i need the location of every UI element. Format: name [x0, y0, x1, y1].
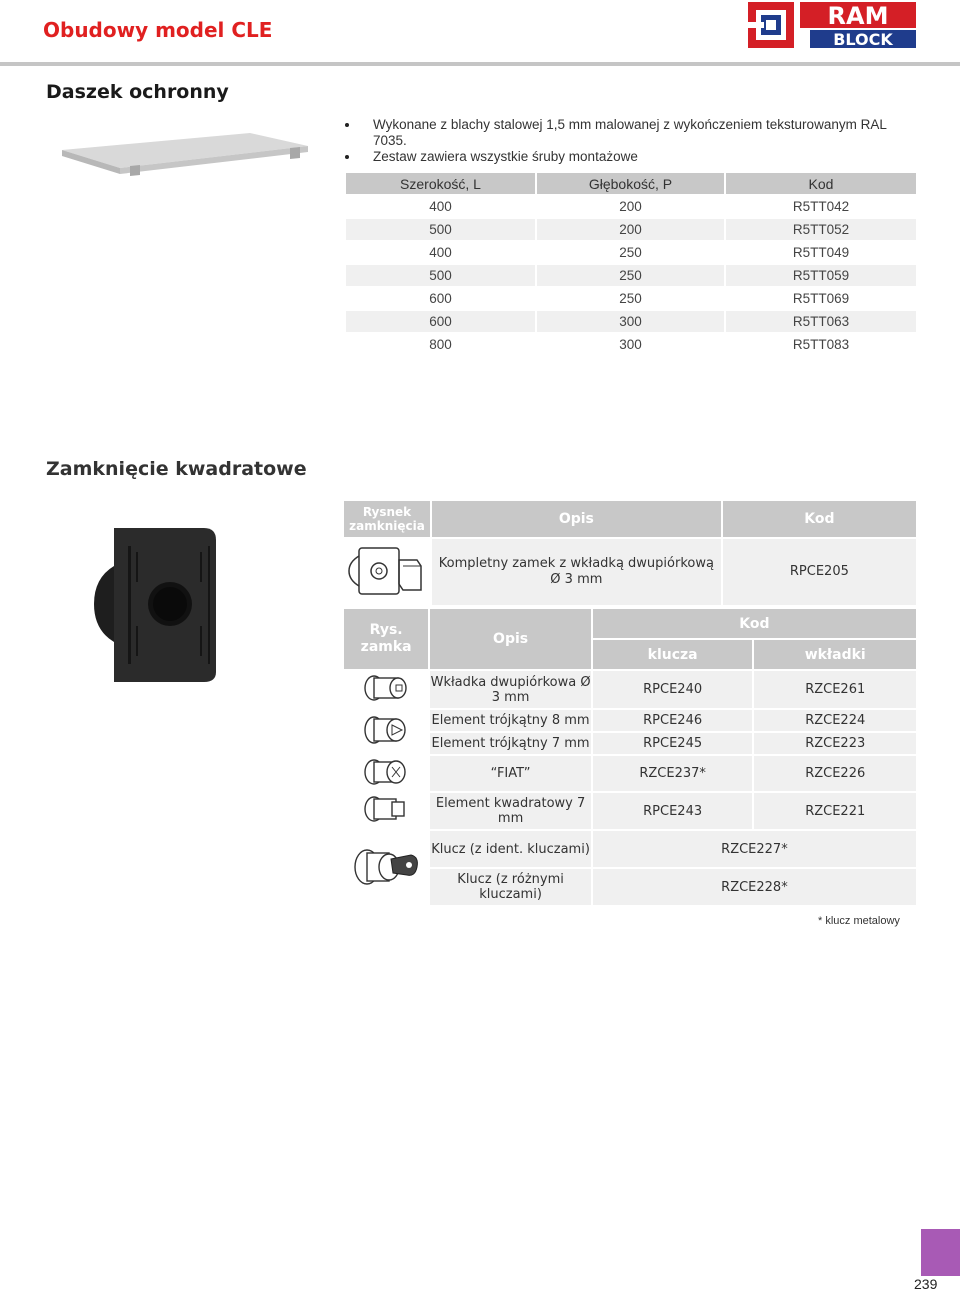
table-row [344, 539, 916, 605]
col-header-figure: Rys. zamka [344, 609, 428, 669]
key-insert-icon [351, 841, 421, 891]
insert-description: “FIAT” [430, 756, 591, 791]
table-row [344, 710, 916, 731]
table-row: 500 200 R5TT052 [346, 219, 916, 240]
triangle-insert-icon [362, 713, 410, 747]
col-header-width: Szerokość, L [346, 173, 535, 194]
col-header-code: Kod [723, 501, 916, 537]
col-header-depth: Głębokość, P [537, 173, 724, 194]
svg-text:BLOCK: BLOCK [833, 30, 893, 49]
table-row: 400 250 R5TT049 [346, 242, 916, 263]
key-code: RPCE246 [593, 710, 753, 731]
page-header-title: Obudowy model CLE [43, 18, 273, 42]
insert-code: RZCE226 [754, 756, 916, 791]
col-header-desc: Opis [430, 609, 591, 669]
insert-code: RZCE261 [754, 671, 916, 708]
insert-icon-cell [344, 831, 428, 905]
insert-description: Wkładka dwupiórkowa Ø 3 mm [430, 671, 591, 708]
ram-block-logo [748, 2, 916, 50]
table-row [344, 869, 916, 905]
key-code: RZCE237* [593, 756, 753, 791]
section-title-daszek: Daszek ochronny [46, 81, 229, 103]
section-title-zamkniecie: Zamknięcie kwadratowe [46, 458, 307, 480]
lock-description: Kompletny zamek z wkładką dwupiórkową Ø 3 mm [432, 539, 721, 605]
roof-table [344, 171, 918, 357]
lock-code: RPCE205 [723, 539, 916, 605]
square-insert-icon [362, 794, 410, 824]
col-header-figure: Rysnek zamknięcia [344, 501, 430, 537]
insert-description: Element trójkątny 8 mm [430, 710, 591, 731]
insert-description: Element trójkątny 7 mm [430, 733, 591, 754]
protective-roof-illustration [60, 128, 310, 178]
feature-bullet: Wykonane z blachy stalowej 1,5 mm malowanej z wykończeniem teksturowanym RAL 7035. [345, 117, 915, 149]
feature-bullet: Zestaw zawiera wszystkie śruby montażowe [345, 149, 915, 165]
insert-icon-cell [344, 756, 428, 791]
fiat-insert-icon [362, 757, 410, 787]
header-divider [0, 62, 960, 66]
insert-code: RZCE223 [754, 733, 916, 754]
features-list [345, 117, 915, 165]
table-row [344, 793, 916, 829]
table-row: 600 250 R5TT069 [346, 288, 916, 309]
insert-description: Klucz (z ident. kluczami) [430, 831, 591, 867]
double-bit-insert-icon [362, 673, 410, 703]
table-row: 600 300 R5TT063 [346, 311, 916, 332]
key-code: RPCE245 [593, 733, 753, 754]
merged-code: RZCE228* [593, 869, 916, 905]
table-row: 800 300 R5TT083 [346, 334, 916, 355]
table-row [344, 671, 916, 708]
table-row [344, 831, 916, 867]
insert-description: Klucz (z różnymi kluczami) [430, 869, 591, 905]
col-header-kod: Kod [593, 609, 916, 638]
insert-code: RZCE221 [754, 793, 916, 829]
insert-icon-cell [344, 671, 428, 708]
lock-drawing-cell [344, 539, 430, 605]
table-row: 400 200 R5TT042 [346, 196, 916, 217]
col-header-desc: Opis [432, 501, 721, 537]
lock-drawing-icon [347, 540, 427, 600]
insert-description: Element kwadratowy 7 mm [430, 793, 591, 829]
table-row: 500 250 R5TT059 [346, 265, 916, 286]
square-lock-illustration [92, 526, 222, 684]
table-row [344, 733, 916, 754]
svg-text:RAM: RAM [827, 2, 889, 30]
merged-code: RZCE227* [593, 831, 916, 867]
insert-icon-cell [344, 793, 428, 829]
key-code: RPCE240 [593, 671, 753, 708]
footnote: * klucz metalowy [818, 915, 900, 927]
col-header-code: Kod [726, 173, 916, 194]
table-row [344, 756, 916, 791]
page-number: 239 [914, 1276, 938, 1292]
page-tab-marker [921, 1229, 960, 1276]
lock-table [342, 499, 918, 607]
insert-code: RZCE224 [754, 710, 916, 731]
key-code: RPCE243 [593, 793, 753, 829]
insert-icon-cell [344, 710, 428, 754]
col-header-insert: wkładki [754, 640, 916, 669]
insert-table [342, 607, 918, 907]
col-header-key: klucza [593, 640, 753, 669]
